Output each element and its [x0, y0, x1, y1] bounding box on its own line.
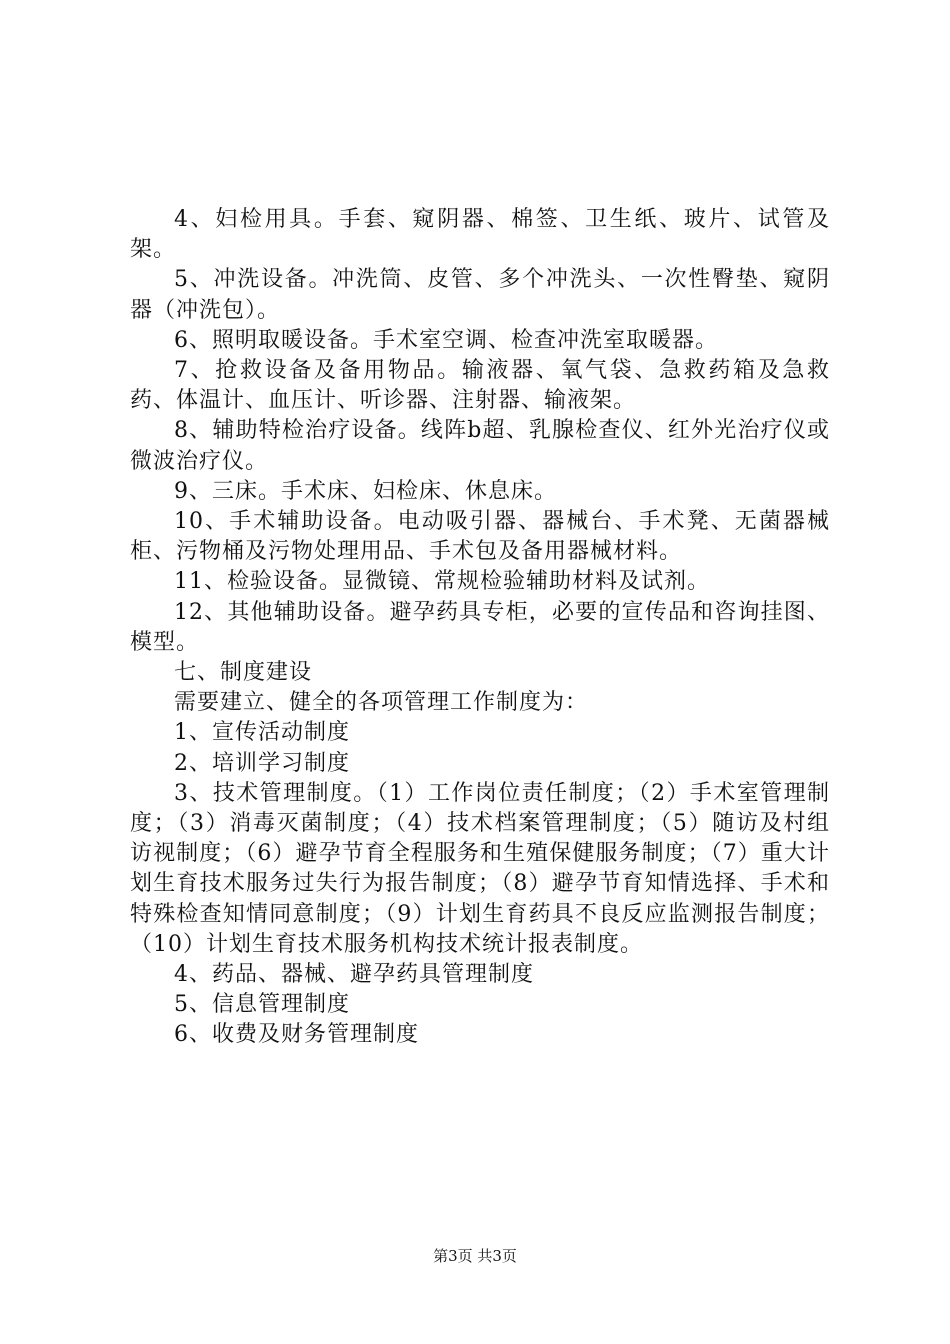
paragraph-item-5: 5、冲洗设备。冲洗筒、皮管、多个冲洗头、一次性臀垫、窥阴器（冲洗包）。 [130, 267, 830, 323]
page-footer: 第3页 共3页 [433, 1247, 517, 1265]
section-intro: 需要建立、健全的各项管理工作制度为： [174, 690, 589, 716]
section-heading: 七、制度建设 [174, 660, 313, 686]
paragraph-item-11: 11、检验设备。显微镜、常规检验辅助材料及试剂。 [174, 569, 710, 595]
rule-item-2: 2、培训学习制度 [174, 750, 350, 776]
paragraph-item-9: 9、三床。手术床、妇检床、休息床。 [174, 478, 557, 504]
paragraph-item-4: 4、妇检用具。手套、窥阴器、棉签、卫生纸、玻片、试管及架。 [130, 207, 830, 263]
paragraph-item-8: 8、辅助特检治疗设备。线阵b超、乳腺检查仪、红外光治疗仪或微波治疗仪。 [130, 418, 830, 474]
rule-item-5: 5、信息管理制度 [174, 992, 350, 1018]
rule-item-4: 4、药品、器械、避孕药具管理制度 [174, 962, 534, 988]
rule-item-6: 6、收费及财务管理制度 [174, 1022, 419, 1048]
rule-item-3: 3、技术管理制度。（1）工作岗位责任制度；（2）手术室管理制度；（3）消毒灭菌制度；（4）技术档案管理制度；（5）随访及村组访视制度；（6）避孕节育全程服务和生殖保健服务制度；（7）重大计划生育技术服务过失行为报告制度；（8）避孕节育知情选择、手术和特殊检查知情同意制度；（9）计划生育药具不良反应监测报告制度；（10）计划生育技术服务机构技术统计报表制度。 [130, 780, 830, 957]
paragraph-item-7: 7、抢救设备及备用物品。输液器、氧气袋、急救药箱及急救药、体温计、血压计、听诊器、注射器、输液架。 [130, 358, 830, 414]
paragraph-item-6: 6、照明取暖设备。手术室空调、检查冲洗室取暖器。 [174, 327, 718, 353]
paragraph-item-12: 12、其他辅助设备。避孕药具专柜，必要的宣传品和咨询挂图、模型。 [130, 599, 830, 655]
rule-item-1: 1、宣传活动制度 [174, 720, 350, 746]
document-body [130, 205, 830, 1051]
paragraph-item-10: 10、手术辅助设备。电动吸引器、器械台、手术凳、无菌器械柜、污物桶及污物处理用品、手术包及备用器械材料。 [130, 509, 830, 565]
